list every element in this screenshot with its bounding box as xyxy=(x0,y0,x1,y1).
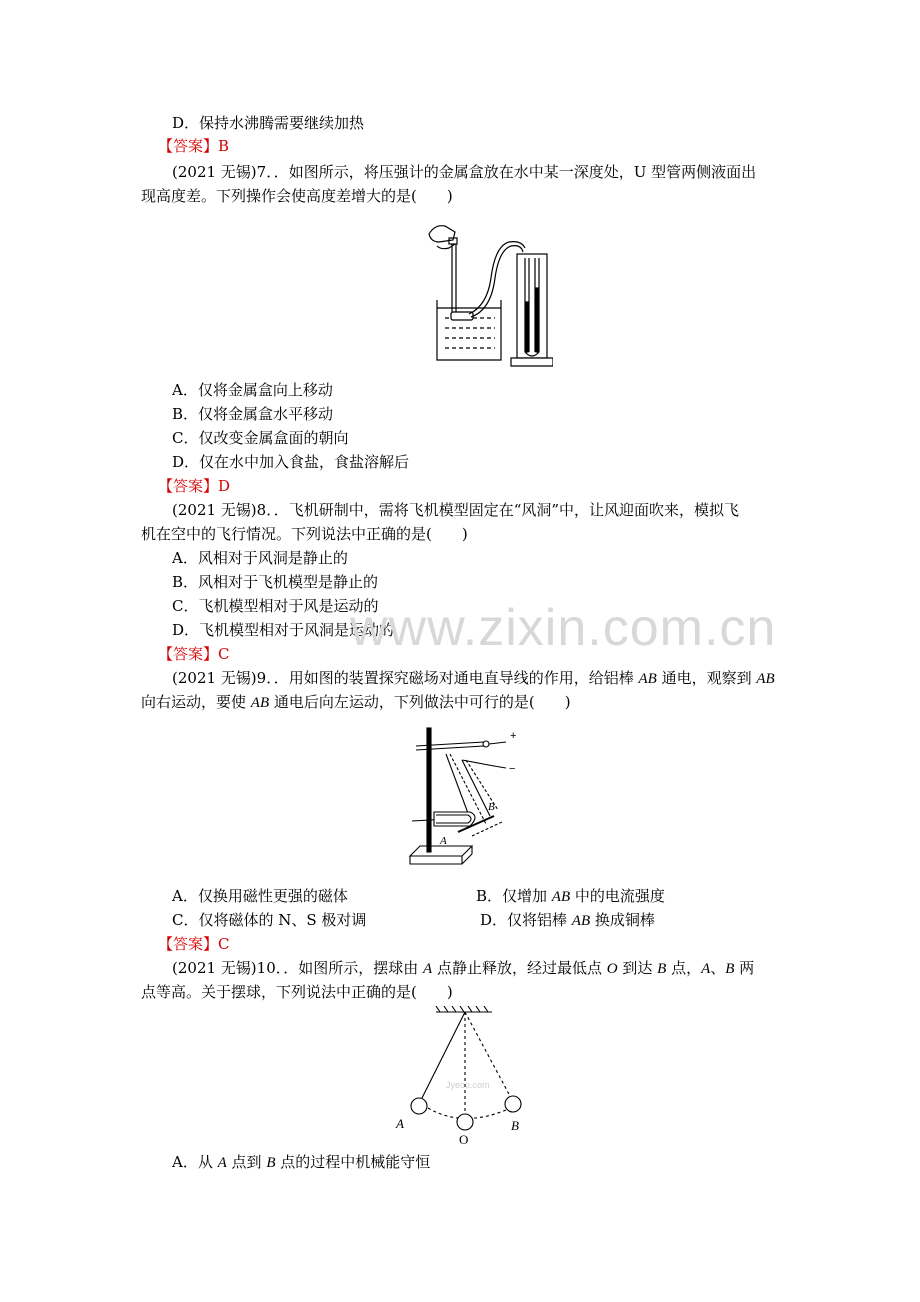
answer-value: C xyxy=(218,935,230,953)
q10-stem-line2: 点等高。关于摆球，下列说法中正确的是( ) xyxy=(141,983,453,1001)
q10-stem-text: 、 xyxy=(710,959,726,977)
q10-option-text: 点的过程中机械能守恒 xyxy=(275,1153,431,1171)
symbol-ab: AB xyxy=(638,671,657,687)
q10-stem-text: 两 xyxy=(734,959,755,977)
q9-stem-text: 向右运动，要使 xyxy=(141,693,251,711)
q8-option-b: B．风相对于飞机模型是静止的 xyxy=(172,573,379,591)
q9-stem-line1 xyxy=(172,668,775,689)
answer-label: 【答案】 xyxy=(158,645,219,663)
symbol-ab: AB xyxy=(756,671,775,687)
point-o-label: O xyxy=(459,1132,469,1146)
magnetic-force-figure xyxy=(406,724,524,872)
minus-terminal-label: − xyxy=(509,763,516,775)
q10-stem-text: 到达 xyxy=(617,959,658,977)
answer-value: B xyxy=(218,137,230,155)
q9-option-text: 换成铜棒 xyxy=(590,911,655,929)
point-a-label: A xyxy=(396,1116,404,1131)
q7-option-a: A．仅将金属盒向上移动 xyxy=(172,381,333,399)
q8-stem-line1: (2021 无锡)8．．飞机研制中，需将飞机模型固定在“风洞”中，让风迎面吹来，模拟飞 xyxy=(172,501,740,519)
q9-option-text: D．仅将铝棒 xyxy=(480,911,572,929)
symbol-point-a: A xyxy=(217,1155,227,1171)
answer-label: 【答案】 xyxy=(158,477,219,495)
point-a-label: A xyxy=(440,835,447,847)
symbol-point-b: B xyxy=(266,1155,276,1171)
q9-option-b xyxy=(476,886,665,907)
symbol-point-b: B xyxy=(725,961,735,977)
q10-stem-text: 点静止释放，经过最低点 xyxy=(432,959,607,977)
q6-answer xyxy=(158,136,229,156)
pressure-gauge-figure xyxy=(425,218,553,368)
figure-watermark: Jyeoo.com xyxy=(446,1080,490,1090)
site-watermark: www.zixin.com.cn xyxy=(350,599,777,657)
answer-label: 【答案】 xyxy=(158,137,219,155)
q9-option-text: 中的电流强度 xyxy=(570,887,665,905)
pendulum-figure xyxy=(392,1006,532,1146)
plus-terminal-label: + xyxy=(510,730,517,742)
symbol-ab: AB xyxy=(571,913,591,929)
q8-option-a: A．风相对于风洞是静止的 xyxy=(172,549,348,567)
q10-option-a xyxy=(172,1152,430,1173)
q10-option-text: 点到 xyxy=(226,1153,267,1171)
q9-stem-line2 xyxy=(141,692,571,713)
q7-stem-line1: (2021 无锡)7．．如图所示，将压强计的金属盒放在水中某一深度处，U 型管两侧液面出 xyxy=(172,163,757,181)
q7-stem-line2: 现高度差。下列操作会使高度差增大的是( ) xyxy=(141,187,453,205)
q8-stem-line2: 机在空中的飞行情况。下列说法中正确的是( ) xyxy=(141,525,468,543)
symbol-ab: AB xyxy=(250,695,270,711)
point-b-label: B xyxy=(511,1118,519,1133)
symbol-point-a: A xyxy=(701,961,711,977)
q9-answer xyxy=(158,934,230,954)
symbol-ab: AB xyxy=(551,889,571,905)
q8-option-c: C．飞机模型相对于风是运动的 xyxy=(172,597,379,615)
q10-stem-text: (2021 无锡)10．．如图所示，摆球由 xyxy=(172,959,424,977)
answer-label: 【答案】 xyxy=(158,935,219,953)
q10-stem-text: 点， xyxy=(666,959,702,977)
answer-value: C xyxy=(218,645,230,663)
q9-option-a: A．仅换用磁性更强的磁体 xyxy=(172,887,348,905)
q9-option-text: B．仅增加 xyxy=(476,887,552,905)
q9-option-c: C．仅将磁体的 N、S 极对调 xyxy=(172,911,367,929)
symbol-point-b: B xyxy=(657,961,667,977)
symbol-point-a: A xyxy=(423,961,433,977)
q9-stem-text: 通电，观察到 xyxy=(656,669,757,687)
q8-answer xyxy=(158,644,230,664)
symbol-point-o: O xyxy=(606,961,618,977)
q9-stem-text: 通电后向左运动，下列做法中可行的是( ) xyxy=(269,693,571,711)
q10-option-text: A．从 xyxy=(172,1153,218,1171)
q7-option-b: B．仅将金属盒水平移动 xyxy=(172,405,334,423)
q6-option-d: D．保持水沸腾需要继续加热 xyxy=(172,114,365,132)
q7-answer xyxy=(158,476,230,496)
point-b-label: B xyxy=(488,801,495,813)
q9-option-d xyxy=(480,910,655,931)
q7-option-c: C．仅改变金属盒面的朝向 xyxy=(172,429,349,447)
q9-stem-text: (2021 无锡)9．．用如图的装置探究磁场对通电直导线的作用，给铝棒 xyxy=(172,669,639,687)
q8-option-d: D．飞机模型相对于风洞是运动的 xyxy=(172,621,395,639)
q7-option-d: D．仅在水中加入食盐，食盐溶解后 xyxy=(172,453,410,471)
answer-value: D xyxy=(218,477,231,495)
q10-stem-line1 xyxy=(172,958,754,979)
